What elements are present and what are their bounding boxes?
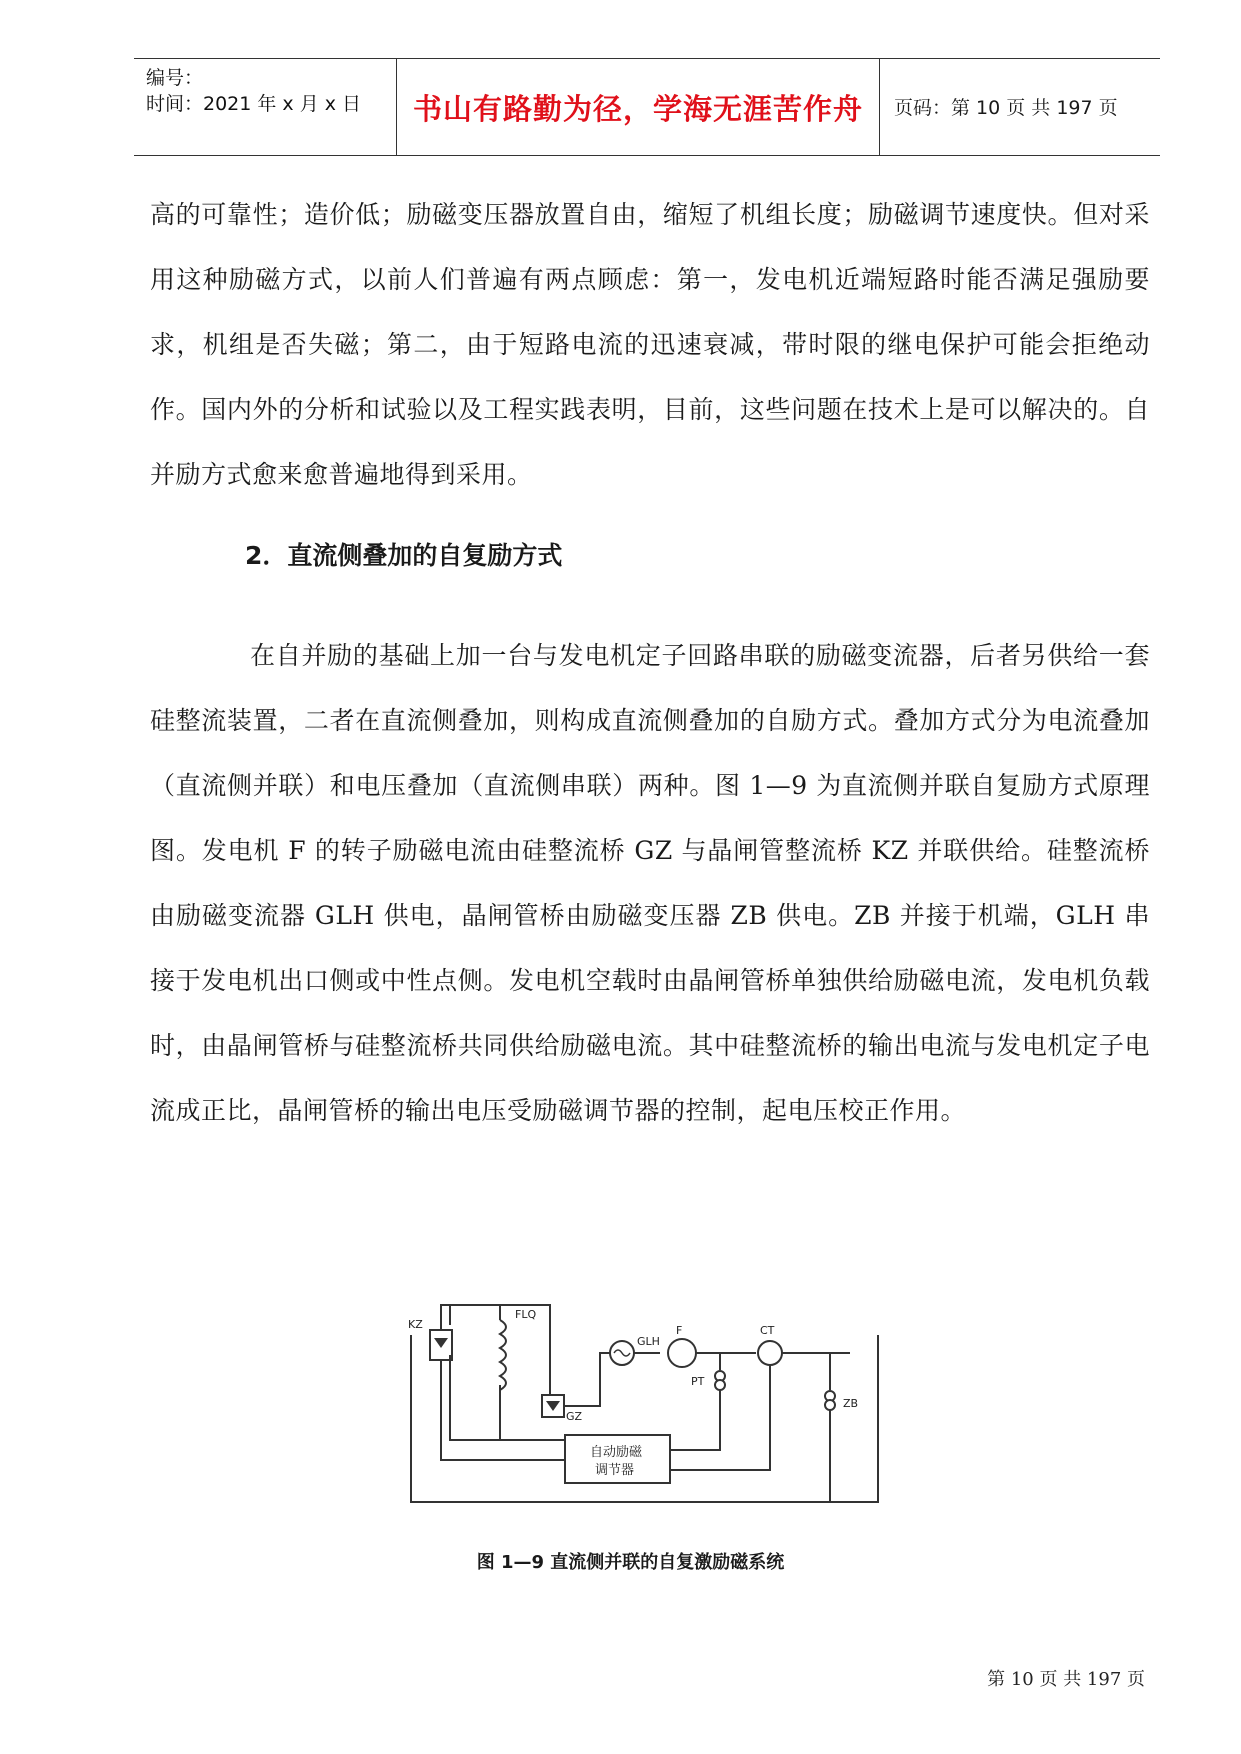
pt-coil-bottom (715, 1380, 725, 1390)
label-flq: FLQ (515, 1308, 537, 1321)
generator-f-circle (668, 1339, 696, 1367)
header-motto-cell (396, 59, 880, 155)
section-heading: 2．直流侧叠加的自复励方式 (245, 541, 563, 570)
header-page-cell (880, 59, 1160, 155)
kz-output-wire (450, 1355, 615, 1440)
label-pt: PT (691, 1375, 705, 1388)
ct-circle (758, 1341, 782, 1365)
body-paragraph-2: 在自并励的基础上加一台与发电机定子回路串联的励磁变流器，后者另供给一套硅整流装置，二者在直流侧叠加，则构成直流侧叠加的自励方式。叠加方式分为电流叠加（直流侧并联）和电压叠加（直流侧串联）两种。图 1—9 为直流侧并联自复励方式原理图。发电机 F 的转子励磁电流由硅整流桥 GZ 与晶闸管整流桥 KZ 并联供给。硅整流桥由励磁变流器 GLH 供电，晶闸管桥由励磁变压器 ZB 供电。ZB 并接于机端，GLH 串接于发电机出口侧或中性点侧。发电机空载时由晶闸管桥单独供给励磁电流，发电机负载时，由晶闸管桥与硅整流桥共同供给励磁电流。其中硅整流桥的输出电流与发电机定子电流成正比，晶闸管桥的输出电压受励磁调节器的控制，起电压校正作用。 (150, 641, 1150, 1125)
page-footer: 第 10 页 共 197 页 (987, 1669, 1145, 1690)
label-f: F (676, 1324, 683, 1337)
gz-feed-wire (564, 1353, 610, 1406)
figure-caption: 图 1—9 直流侧并联的自复激励磁系统 (476, 1552, 785, 1573)
label-ct: CT (760, 1324, 775, 1337)
label-zb: ZB (843, 1397, 859, 1410)
excitation-diagram-svg (400, 1290, 900, 1520)
body-paragraph-1: 高的可靠性；造价低；励磁变压器放置自由，缩短了机组长度；励磁调节速度快。但对采用这种励磁方式，以前人们普遍有两点顾虑：第一，发电机近端短路时能否满足强励要求，机组是否失磁；第二，由于短路电流的迅速衰减，带时限的继电保护可能会拒绝动作。国内外的分析和试验以及工程实践表明，目前，这些问题在技术上是可以解决的。自并励方式愈来愈普遍地得到采用。 (150, 200, 1150, 489)
document-number-label: 编号： (146, 67, 204, 89)
document-time-label: 时间：2021 年 x 月 x 日 (146, 93, 362, 115)
flq-coil (500, 1320, 506, 1390)
label-kz: KZ (408, 1318, 423, 1331)
zb-coil-bottom (825, 1400, 835, 1410)
regulator-label-line2: 调节器 (595, 1463, 635, 1478)
header-page-info: 页码：第 10 页 共 197 页 (894, 97, 1118, 119)
pt-wire (670, 1390, 720, 1450)
header-meta (134, 59, 396, 155)
label-gz: GZ (566, 1410, 583, 1423)
header-motto: 书山有路勤为径，学海无涯苦作舟 (412, 92, 863, 126)
excitation-diagram (400, 1290, 900, 1520)
page-header (134, 58, 1160, 156)
regulator-label-line1: 自动励磁 (590, 1445, 643, 1460)
label-glh: GLH (637, 1335, 660, 1348)
